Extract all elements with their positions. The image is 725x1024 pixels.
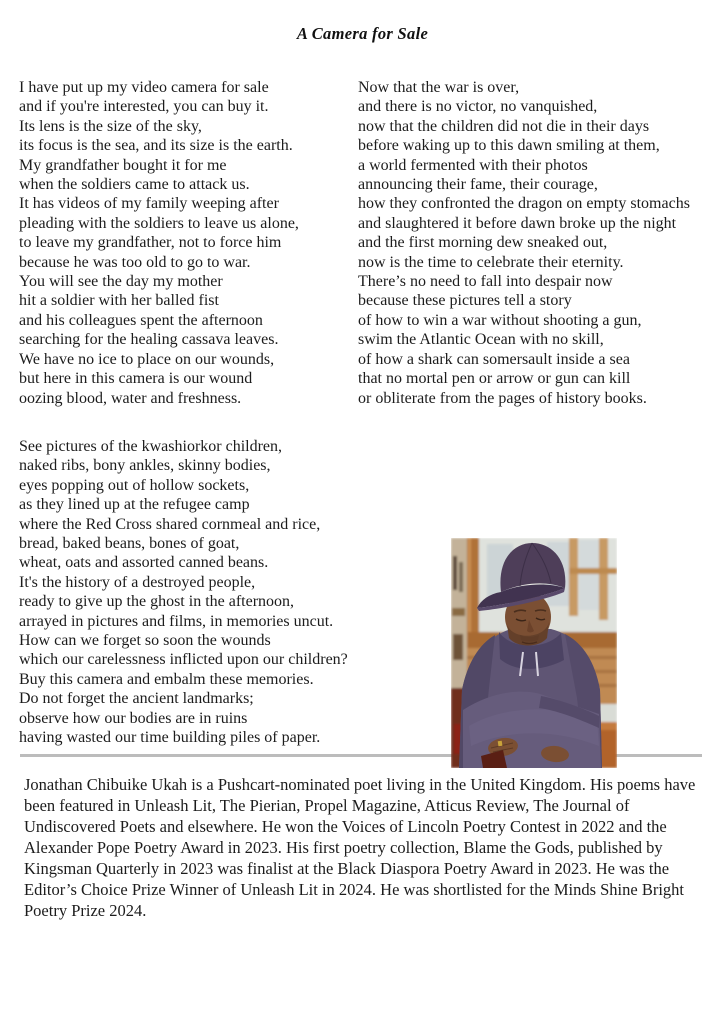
poem-line: My grandfather bought it for me [19, 156, 227, 174]
poem-line: swim the Atlantic Ocean with no skill, [358, 331, 604, 349]
poem-line: We have no ice to place on our wounds, [19, 350, 275, 368]
poem-line: having wasted our time building piles of paper. [19, 729, 321, 746]
poem-line: hit a soldier with her balled fist [19, 292, 219, 310]
poem-column-left [19, 78, 348, 747]
poem-line: It has videos of my family weeping after [19, 195, 279, 213]
poem-line: pleading with the soldiers to leave us alone, [19, 214, 299, 232]
poem-line: to leave my grandfather, not to force him [19, 234, 282, 252]
poem-line: of how to win a war without shooting a gun, [358, 311, 642, 329]
poem-line: You will see the day my mother [19, 273, 223, 291]
poem-line: where the Red Cross shared cornmeal and rice, [19, 515, 321, 533]
poem-line: and slaughtered it before dawn broke up the night [358, 214, 677, 232]
poem-line: when the soldiers came to attack us. [19, 176, 250, 194]
stanza-right-1 [358, 78, 690, 408]
poem-line: How can we forget so soon the wounds [19, 631, 271, 649]
poem-line: as they lined up at the refugee camp [19, 496, 250, 514]
poem-line: Do not forget the ancient landmarks; [19, 690, 254, 708]
poem-line: now is the time to celebrate their eternity. [358, 253, 624, 271]
poem-line: bread, baked beans, bones of goat, [19, 534, 240, 552]
poem-line: I have put up my video camera for sale [19, 79, 269, 96]
poem-title: A Camera for Sale [296, 24, 429, 43]
poem-line: now that the children did not die in their days [358, 117, 650, 135]
poem-line: of how a shark can somersault inside a sea [358, 350, 630, 368]
poem-line: which our carelessness inflicted upon our children? [19, 651, 348, 669]
poem-line: and there is no victor, no vanquished, [358, 98, 598, 116]
author-photo [451, 538, 617, 768]
poem-line: and the first morning dew sneaked out, [358, 234, 608, 252]
poem-line: oozing blood, water and freshness. [19, 389, 242, 407]
poem-line: Buy this camera and embalm these memories. [19, 670, 314, 688]
poem-line: how they confronted the dragon on empty stomachs [358, 195, 690, 213]
poem-line: and his colleagues spent the afternoon [19, 311, 263, 329]
poem-line: before waking up to this dawn smiling at them, [358, 137, 660, 155]
poem-line: Now that the war is over, [358, 79, 520, 96]
stanza-left-2 [19, 437, 348, 748]
poem-line: or obliterate from the pages of history books. [358, 389, 647, 407]
poem-line: It's the history of a destroyed people, [19, 573, 256, 591]
poem-line: but here in this camera is our wound [19, 370, 253, 388]
author-photo-illustration [451, 538, 617, 768]
poem-line: a world fermented with their photos [358, 156, 588, 174]
author-bio: Jonathan Chibuike Ukah is a Pushcart-nominated poet living in the United Kingdom. His poems have been featured in Unleash Lit, The Pierian, Propel Magazine, Atticus Review, The Journal of Undiscovered Poets and elsewhere. He won the Voices of Lincoln Poetry Contest in 2022 and the Alexander Pope Poetry Award in 2023. His first poetry collection, Blame the Gods, published by Kingsman Quarterly in 2023 was finalist at the Black Diaspora Poetry Award in 2023. He was the Editor’s Choice Prize Winner of Unleash Lit in 2024. He was shortlisted for the Minds Shine Bright Poetry Prize 2024. [24, 775, 696, 920]
poem-line: and if you're interested, you can buy it. [19, 98, 269, 116]
poem-line: because he was too old to go to war. [19, 253, 251, 271]
poem-line: There’s no need to fall into despair now [358, 273, 613, 291]
poem-line: searching for the healing cassava leaves. [19, 331, 279, 349]
poem-line: arrayed in pictures and films, in memories uncut. [19, 612, 334, 630]
poem-line: naked ribs, bony ankles, skinny bodies, [19, 457, 271, 475]
poem-line: announcing their fame, their courage, [358, 176, 598, 194]
poem-line: Its lens is the size of the sky, [19, 117, 202, 135]
poem-line: ready to give up the ghost in the afternoon, [19, 593, 295, 611]
poem-line: observe how our bodies are in ruins [19, 709, 248, 727]
poem-line: that no mortal pen or arrow or gun can kill [358, 370, 631, 388]
poem-line: wheat, oats and assorted canned beans. [19, 554, 269, 572]
poem-line: because these pictures tell a story [358, 292, 572, 310]
poem-line: its focus is the sea, and its size is the earth. [19, 137, 293, 155]
poem-line: eyes popping out of hollow sockets, [19, 476, 250, 494]
stanza-left-1 [19, 78, 348, 408]
poem-column-right [358, 78, 690, 408]
poem-line: See pictures of the kwashiorkor children, [19, 437, 283, 455]
